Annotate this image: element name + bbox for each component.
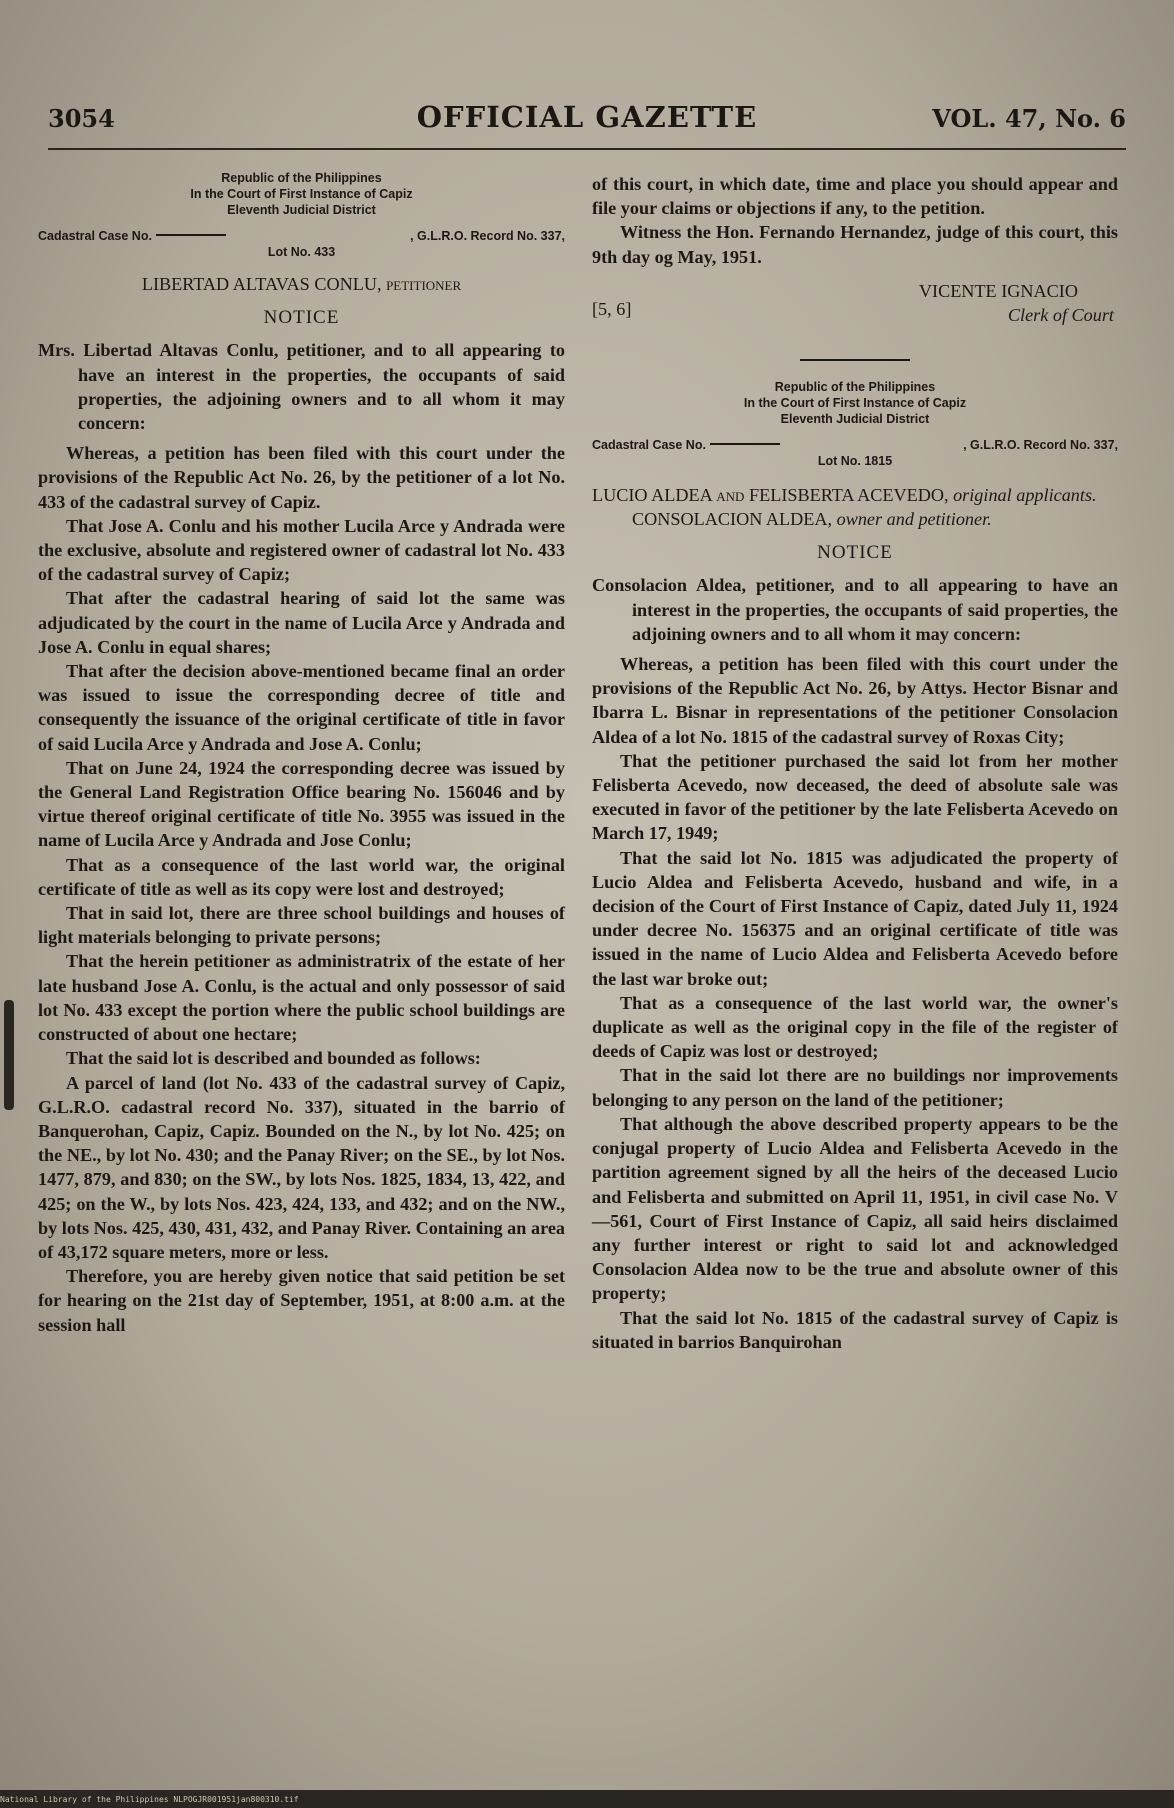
paragraph: That as a consequence of the last world war, the owner's duplicate as well as the original copy in the file of the register of deeds of Capiz was lost or destroyed; bbox=[592, 992, 1118, 1062]
caption-line: Eleventh Judicial District bbox=[227, 203, 376, 217]
applicants-role: original applicants. bbox=[953, 484, 1097, 505]
court-caption bbox=[592, 379, 1118, 427]
parties bbox=[592, 483, 1118, 531]
paragraph: Whereas, a petition has been filed with this court under the provisions of the Republic Act No. 26, by the petitioner of a lot No. 433 of the cadastral survey of Capiz. bbox=[38, 443, 565, 512]
notice-title: NOTICE bbox=[817, 542, 893, 564]
witness-text: Witness the Hon. Fernando Hernandez, judge of this court, this 9th day og May, 1951. bbox=[592, 222, 1118, 267]
header-rule bbox=[48, 148, 1126, 150]
case-number-blank bbox=[710, 443, 780, 445]
notice-title: NOTICE bbox=[263, 307, 340, 329]
applicants: LUCIO ALDEA and FELISBERTA ACEVEDO, bbox=[592, 484, 949, 505]
case-line bbox=[38, 228, 565, 244]
case-line bbox=[592, 437, 1118, 453]
page-header bbox=[48, 100, 1126, 144]
notice-address: Consolacion Aldea, petitioner, and to all appearing to have an interest in the properties, the occupants of said properties, the adjoining owners and to all whom it may concern: bbox=[592, 575, 1118, 644]
left-column bbox=[38, 170, 565, 1337]
paragraph: That the said lot No. 1815 of the cadastral survey of Capiz is situated in barrios Banquirohan bbox=[592, 1307, 1118, 1352]
section-divider bbox=[800, 359, 910, 361]
case-label: Cadastral Case No. bbox=[592, 437, 706, 452]
volume-number: VOL. 47, No. 6 bbox=[932, 104, 1126, 133]
paragraph: That after the decision above-mentioned became final an order was issued to issue the corresponding decree of title and consequently the issuance of the original certificate of title in favor of said Lucila Arce y Andrada and Jose A. Conlu; bbox=[38, 661, 565, 754]
lot-number: Lot No. 1815 bbox=[817, 453, 893, 468]
paragraph: That after the cadastral hearing of said lot the same was adjudicated by the court in the name of Lucila Arce y Andrada and Jose A. Conlu in equal shares; bbox=[38, 588, 565, 657]
caption-line: In the Court of First Instance of Capiz bbox=[190, 187, 413, 201]
caption-line: Republic of the Philippines bbox=[774, 379, 936, 394]
record-number: , G.L.R.O. Record No. 337, bbox=[963, 437, 1118, 452]
paragraph: That in said lot, there are three school buildings and houses of light materials belonging to private persons; bbox=[38, 903, 565, 948]
lot-number: Lot No. 433 bbox=[267, 245, 336, 259]
paragraph: That the said lot No. 1815 was adjudicated the property of Lucio Aldea and Felisberta Acevedo, husband and wife, in a decision of the Court of First Instance of Capiz, dated July 11, 1924 under decree No. 156375 and an original certificate of title was issued in the name of Lucio Aldea and Felisberta Acevedo before the last war broke out; bbox=[592, 847, 1118, 989]
scan-footer: National Library of the Philippines NLPOGJR001951jan800310.tif bbox=[0, 1795, 299, 1804]
paragraph: That although the above described property appears to be the conjugal property of Lucio Aldea and Felisberta Acevedo in the partition agreement signed by all the heirs of the deceased Lucio and Felisberta and submitted on April 11, 1951, in civil case No. V—561, Court of First Instance of Capiz, all said heirs disclaimed any further interest or right to said lot and acknowledged Consolacion Aldea now to be the true and absolute owner of this property; bbox=[592, 1113, 1118, 1304]
signer-name: VICENTE IGNACIO bbox=[918, 280, 1078, 301]
right-column bbox=[592, 172, 1118, 1354]
record-number: , G.L.R.O. Record No. 337, bbox=[410, 229, 565, 243]
paragraph: Therefore, you are hereby given notice that said petition be set for hearing on the 21st day of September, 1951, at 8:00 a.m. at the session hall bbox=[38, 1266, 565, 1335]
signer-title: Clerk of Court bbox=[1007, 304, 1114, 325]
page-number: 3054 bbox=[48, 104, 115, 133]
paragraph: That the petitioner purchased the said lot from her mother Felisberta Acevedo, now deceased, the deed of absolute sale was executed in favor of the petitioner by the late Felisberta Acevedo on March 17, 1949; bbox=[592, 750, 1118, 844]
caption-line: In the Court of First Instance of Capiz bbox=[743, 395, 967, 410]
scan-blemish bbox=[4, 1000, 14, 1110]
caption-line: Eleventh Judicial District bbox=[780, 411, 930, 426]
caption-line: Republic of the Philippines bbox=[221, 171, 382, 185]
court-caption bbox=[38, 170, 565, 218]
continuation-text: of this court, in which date, time and place you should appear and file your claims or objections if any, to the petition. bbox=[592, 174, 1118, 219]
paragraph: Whereas, a petition has been filed with this court under the provisions of the Republic Act No. 26, by Attys. Hector Bisnar and Ibarra L. Bisnar in representations of the petitioner Consolacion Aldea of a lot No. 1815 of the cadastral survey of Roxas City; bbox=[592, 654, 1118, 747]
paragraph: That as a consequence of the last world war, the original certificate of title as well as its copy were lost and destroyed; bbox=[38, 854, 565, 899]
issue-reference: [5, 6] bbox=[592, 298, 632, 319]
signature-block bbox=[592, 279, 1118, 337]
lot-description: A parcel of land (lot No. 433 of the cadastral survey of Capiz, G.L.R.O. cadastral record No. 337), situated in the barrio of Banquerohan, Capiz, Capiz. Bounded on the N., by lot No. 425; on the NE., by lot No. 430; and the Panay River; on the SE., by lot Nos. 1477, 879, and 830; on the SW., by lots Nos. 1825, 1834, 13, 422, and 425; on the W., by lots Nos. 423, 424, 133, and 432; and on the NW., by lots Nos. 425, 430, 431, 432, and Panay River. Containing an area of 43,172 square meters, more or less. bbox=[38, 1072, 565, 1262]
paragraph: That on June 24, 1924 the corresponding decree was issued by the General Land Registration Office bearing No. 156046 and by virtue thereof original certificate of title No. 3955 was issued in the name of Lucila Arce y Andrada and Jose Conlu; bbox=[38, 757, 565, 851]
paragraph: That Jose A. Conlu and his mother Lucila Arce y Andrada were the exclusive, absolute and registered owner of cadastral lot No. 433 of the cadastral survey of Capiz; bbox=[38, 515, 565, 585]
publication-title: OFFICIAL GAZETTE bbox=[416, 100, 758, 134]
owner-role: owner and petitioner. bbox=[836, 509, 992, 530]
paragraph: That the said lot is described and bounded as follows: bbox=[66, 1048, 481, 1069]
paragraph: That in the said lot there are no buildings nor improvements belonging to any person on the land of the petitioner; bbox=[592, 1065, 1118, 1110]
owner: CONSOLACION ALDEA, bbox=[632, 509, 833, 530]
paragraph: That the herein petitioner as administratrix of the estate of her late husband Jose A. Conlu, is the actual and only possessor of said lot No. 433 except the portion where the public school buildings are constructed of about one hectare; bbox=[38, 951, 565, 1045]
case-number-blank bbox=[156, 234, 226, 236]
parties: LIBERTAD ALTAVAS CONLU, petitioner bbox=[141, 274, 462, 294]
case-label: Cadastral Case No. bbox=[38, 229, 152, 243]
notice-address: Mrs. Libertad Altavas Conlu, petitioner, and to all appearing to have an interest in the properties, the occupants of said properties, the adjoining owners and to all whom it may concern: bbox=[38, 340, 565, 434]
